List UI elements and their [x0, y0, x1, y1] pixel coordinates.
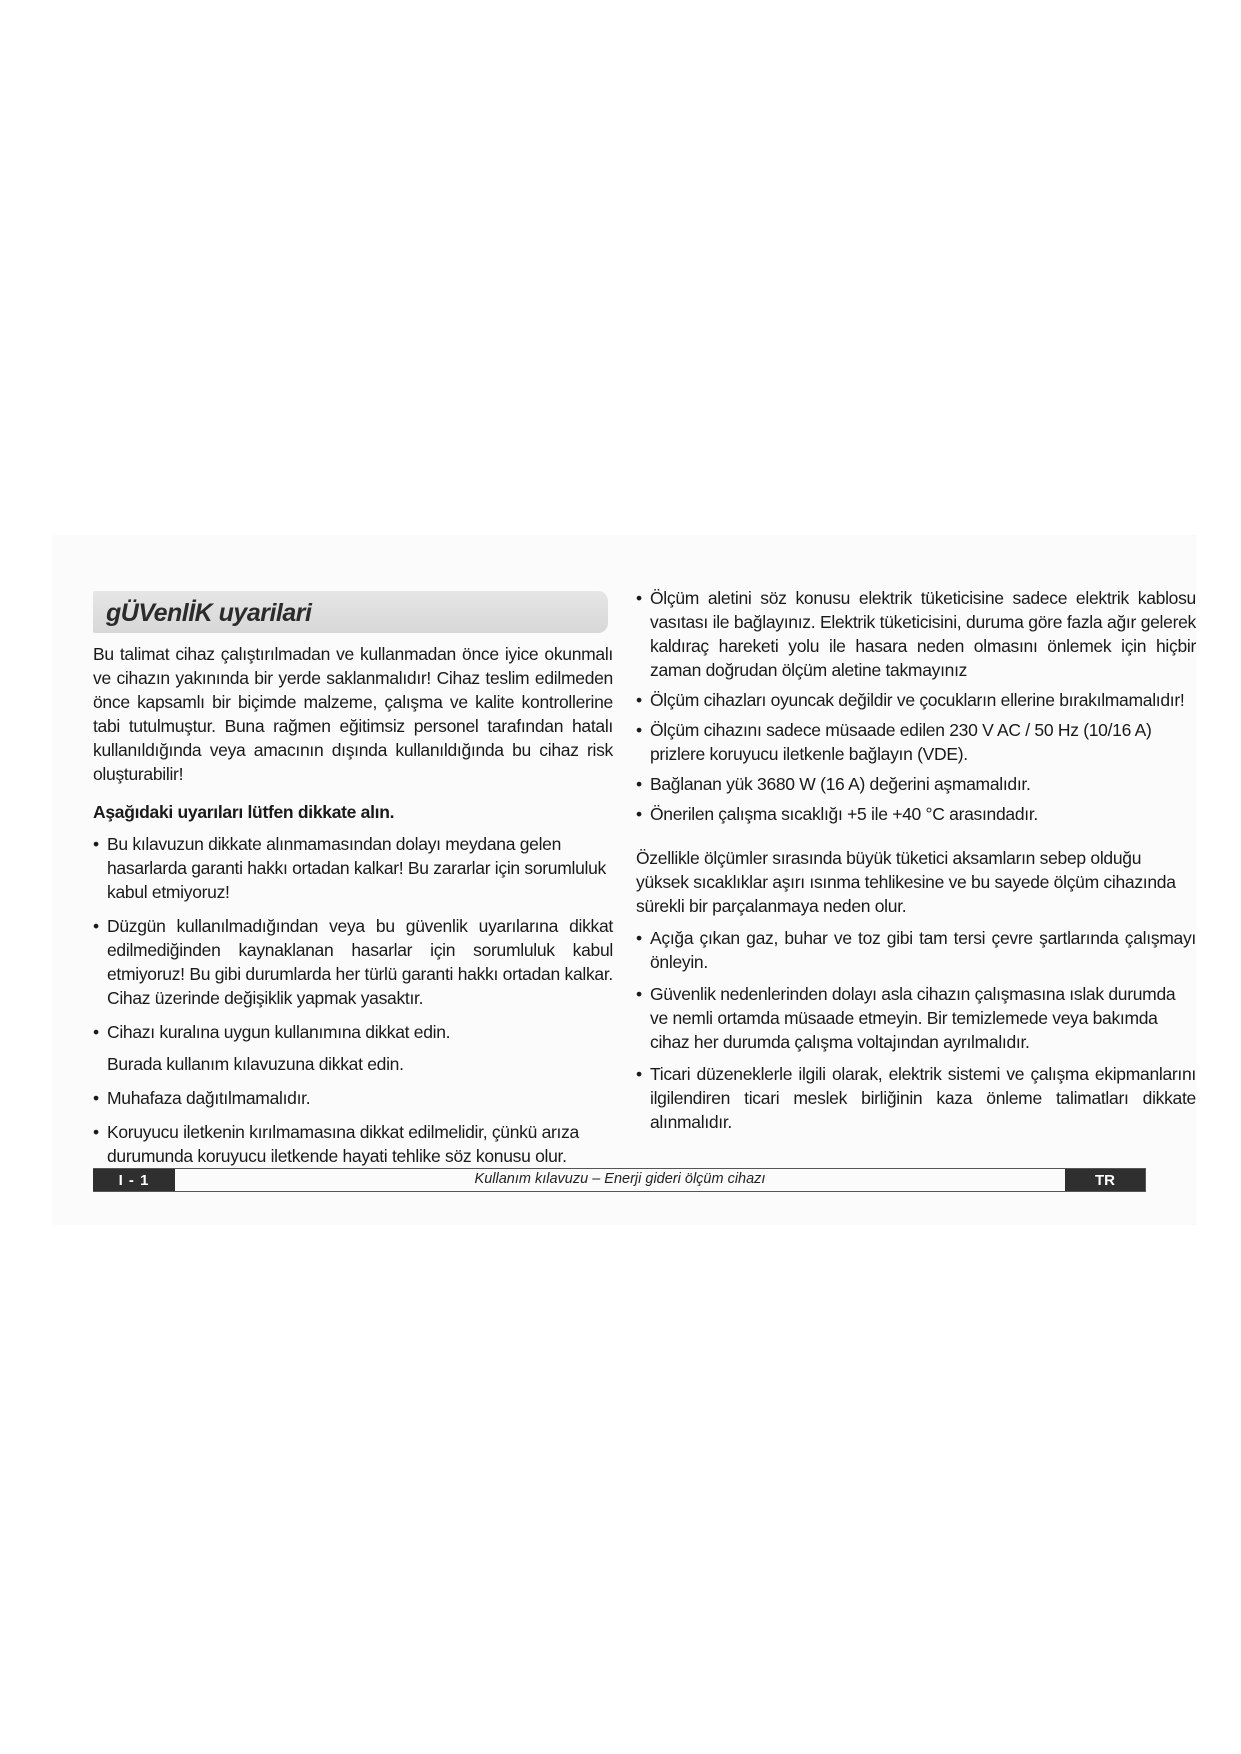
list-item: • Koruyucu iletkenin kırılmamasına dikkat edilmelidir, çünkü arıza durumunda koruyucu iletkende hayati tehlike söz konusu olur.: [93, 1122, 579, 1166]
bullet-icon: •: [93, 916, 99, 936]
footer-title: Kullanım kılavuzu – Enerji gideri ölçüm cihazı: [474, 1171, 766, 1187]
list-item: • Ölçüm cihazları oyuncak değildir ve çocukların ellerine bırakılmamalıdır!: [636, 690, 1185, 710]
list-item: • Ölçüm cihazını sadece müsaade edilen 230 V AC / 50 Hz (10/16 A) prizlere koruyucu iletkenle bağlayın (VDE).: [636, 720, 1152, 764]
bullet-icon: •: [636, 984, 642, 1004]
right-column: [636, 586, 1196, 1134]
bullet-icon: •: [636, 804, 642, 824]
page-number: I - 1: [93, 1169, 175, 1191]
bullet-icon: •: [636, 928, 642, 948]
list-item: • Önerilen çalışma sıcaklığı +5 ile +40 °C arasındadır.: [636, 804, 1038, 824]
warnings-subheading: Aşağıdaki uyarıları lütfen dikkate alın.: [93, 802, 395, 822]
list-item: • Muhafaza dağıtılmamalıdır.: [93, 1088, 311, 1108]
list-item: • Ölçüm aletini söz konusu elektrik tüketicisine sadece elektrik kablosu vasıtası ile bağlayınız. Elektrik tüketicisini, duruma göre fazla ağır gelerek kaldıraç hareketi yolu ile hasara neden olmasını önlemek için hiçbir zaman doğrudan ölçüm aletine takmayınız: [636, 588, 1196, 680]
list-item: • Güvenlik nedenlerinden dolayı asla cihazın çalışmasına ıslak durumda ve nemli ortamda müsaade etmeyin. Bir temizlemede veya bakımda cihaz her durumda çalışma voltajından ayrılmalıdır.: [636, 984, 1176, 1052]
note-paragraph: Burada kullanım kılavuzuna dikkat edin.: [107, 1054, 404, 1074]
list-item: • Açığa çıkan gaz, buhar ve toz gibi tam tersi çevre şartlarında çalışmayı önleyin.: [636, 928, 1196, 972]
list-item: • Cihazı kuralına uygun kullanımına dikkat edin.: [93, 1022, 451, 1042]
bullet-icon: •: [93, 1122, 99, 1142]
overheat-paragraph: Özellikle ölçümler sırasında büyük tüketici aksamların sebep olduğu yüksek sıcaklıklar aşırı ısınma tehlikesine ve bu sayede ölçüm cihazında sürekli bir parçalanmaya neden olur.: [636, 848, 1176, 916]
bullet-icon: •: [636, 774, 642, 794]
bullet-icon: •: [636, 588, 642, 608]
list-item: • Ticari düzeneklerle ilgili olarak, elektrik sistemi ve çalışma ekipmanlarını ilgilendiren ticari meslek birliğinin kaza önleme talimatları dikkate alınmalıdır.: [636, 1064, 1196, 1132]
language-badge: TR: [1065, 1169, 1145, 1191]
list-item: • Bağlanan yük 3680 W (16 A) değerini aşmamalıdır.: [636, 774, 1031, 794]
page-footer: [93, 1168, 1146, 1192]
intro-paragraph: Bu talimat cihaz çalıştırılmadan ve kullanmadan önce iyice okunmalı ve cihazın yakınında bir yerde saklanmalıdır! Cihaz teslim edilmeden önce kapsamlı bir biçimde malzeme, çalışma ve kalite kontrollerine tabi tutulmuştur. Buna rağmen eğitimsiz personel tarafından hatalı kullanıldığında veya amacının dışında kullanıldığında bu cihaz risk oluşturabilir!: [93, 644, 613, 784]
bullet-icon: •: [93, 1088, 99, 1108]
section-title: gÜVenlİK uyarilari: [106, 599, 312, 627]
bullet-icon: •: [93, 834, 99, 854]
bullet-icon: •: [93, 1022, 99, 1042]
list-item: • Düzgün kullanılmadığından veya bu güvenlik uyarılarına dikkat edilmediğinden kaynaklanan hasarlar için sorumluluk kabul etmiyoruz! Bu gibi durumlarda her türlü garanti hakkı ortadan kalkar. Cihaz üzerinde değişiklik yapmak yasaktır.: [93, 916, 613, 1008]
left-column: [93, 590, 613, 1168]
list-item: • Bu kılavuzun dikkate alınmamasından dolayı meydana gelen hasarlarda garanti hakkı ortadan kalkar! Bu zararlar için sorumluluk kabul etmiyoruz!: [93, 834, 607, 902]
bullet-icon: •: [636, 720, 642, 740]
bullet-icon: •: [636, 1064, 642, 1084]
bullet-icon: •: [636, 690, 642, 710]
